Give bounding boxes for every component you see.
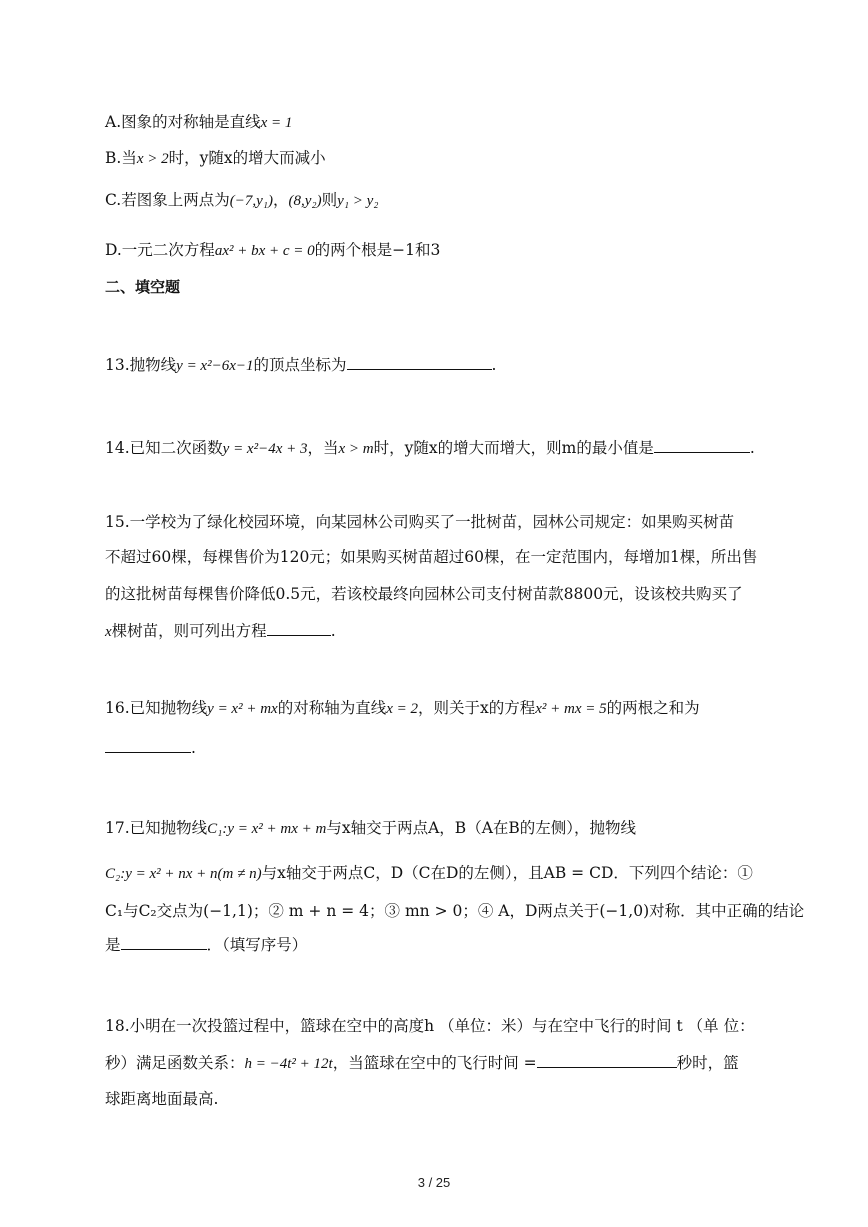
q16-math-1: y = x² + mx: [207, 701, 278, 717]
option-c-then: 则: [321, 191, 338, 209]
q18-line-2-mid: ，当篮球在空中的飞行时间 =: [332, 1054, 537, 1072]
q14-end: .: [749, 439, 755, 457]
q18-answer-blank[interactable]: [537, 1052, 677, 1068]
question-13: [105, 353, 496, 378]
q14-mid: ，当: [307, 439, 339, 457]
option-a-text: A.图象的对称轴是直线: [105, 113, 261, 131]
option-b-suffix: 时，y随x的增大而减小: [168, 149, 326, 167]
section-heading: 二、填空题: [105, 278, 181, 296]
q13-end: .: [491, 356, 497, 374]
option-c-prefix: C.若图象上两点为: [105, 191, 230, 209]
q13-math: y = x²−6x−1: [176, 358, 254, 374]
q17-c1-equation: C₁:y = x² + mx + m: [207, 821, 327, 837]
q18-function: h = −4t² + 12t: [244, 1056, 333, 1072]
question-17-line-4: [105, 933, 307, 957]
q16-answer-blank[interactable]: [105, 737, 191, 753]
option-c-point2: (8,y₂): [288, 193, 322, 209]
option-c: [105, 188, 379, 213]
q16-mid-1: 的对称轴为直线: [277, 699, 387, 717]
q16-prefix: 16.已知抛物线: [105, 699, 208, 717]
q16-mid-2: ，则关于x的方程: [418, 699, 536, 717]
option-d: [105, 238, 440, 263]
q18-line-2-prefix: 秒）满足函数关系：: [105, 1054, 245, 1072]
page-number: 3 / 25: [417, 1175, 451, 1190]
option-b: [105, 146, 326, 171]
question-17-line-3: C₁与C₂交点为(−1,1)；② m + n = 4；③ mn > 0；④ A，D两点关于(−1,0)对称．其中正确的结论: [105, 902, 805, 920]
question-18-line-2: [105, 1051, 739, 1076]
question-15-line-1: 15.一学校为了绿化校园环境，向某园林公司购买了一批树苗，园林公司规定：如果购买树苗: [105, 513, 735, 531]
q14-answer-blank[interactable]: [654, 437, 750, 453]
q14-suffix: 时，y随x的增大而增大，则m的最小值是: [373, 439, 654, 457]
question-17-line-1: [105, 816, 636, 841]
q16-math-2: x = 2: [386, 701, 418, 717]
q17-c2-equation: C₂:y = x² + nx + n(m ≠ n): [105, 866, 262, 882]
option-d-prefix: D.一元二次方程: [105, 241, 215, 259]
option-d-suffix: 的两个根是−1和3: [314, 241, 441, 259]
q13-prefix: 13.抛物线: [105, 356, 177, 374]
option-c-inequality: y₁ > y₂: [337, 193, 379, 209]
q17-line-1-suffix: 与x轴交于两点A，B（A在B的左侧），抛物线: [326, 819, 637, 837]
option-a-math: x = 1: [260, 115, 293, 131]
question-15-line-4: [105, 619, 336, 644]
question-18-line-1: 18.小明在一次投篮过程中，篮球在空中的高度h （单位：米）与在空中飞行的时间 t （单 位：: [105, 1017, 755, 1035]
q15-line-4-text: 棵树苗，则可列出方程: [111, 622, 267, 640]
question-16-line-2: [105, 736, 196, 760]
q17-line-4-prefix: 是: [105, 936, 121, 954]
option-a: [105, 110, 292, 135]
q16-end: .: [191, 739, 196, 757]
q13-answer-blank[interactable]: [347, 354, 492, 370]
q14-math: y = x²−4x + 3: [222, 441, 308, 457]
question-14: [105, 436, 755, 461]
q14-prefix: 14.已知二次函数: [105, 439, 223, 457]
option-b-prefix: B.当: [105, 149, 137, 167]
option-c-point1: (−7,y₁): [229, 193, 273, 209]
q17-line-4-suffix: ．（填写序号）: [206, 936, 308, 954]
q17-line-2-text: 与x轴交于两点C，D（C在D的左侧），且AB = CD．下列四个结论：①: [261, 864, 753, 882]
q14-condition: x > m: [338, 441, 374, 457]
option-b-math: x > 2: [136, 151, 169, 167]
q18-line-2-suffix: 秒时，篮: [676, 1054, 739, 1072]
q17-answer-blank[interactable]: [121, 934, 207, 950]
q15-answer-blank[interactable]: [267, 620, 331, 636]
q16-math-3: x² + mx = 5: [535, 701, 607, 717]
question-17-line-2: [105, 861, 753, 886]
q15-end: .: [330, 622, 336, 640]
q16-suffix: 的两根之和为: [606, 699, 700, 717]
question-16-line-1: [105, 696, 700, 721]
question-15-line-2: 不超过60棵，每棵售价为120元；如果购买树苗超过60棵，在一定范围内，每增加1棵，所出售: [105, 548, 758, 566]
q13-suffix: 的顶点坐标为: [253, 356, 347, 374]
question-18-line-3: 球距离地面最高.: [105, 1090, 219, 1108]
option-d-math: ax² + bx + c = 0: [214, 243, 315, 259]
q15-variable: x: [105, 624, 112, 640]
question-15-line-3: 的这批树苗每棵售价降低0.5元，若该校最终向园林公司支付树苗款8800元，设该校共购买了: [105, 585, 743, 603]
q17-prefix: 17.已知抛物线: [105, 819, 208, 837]
option-c-sep: ，: [273, 191, 289, 209]
